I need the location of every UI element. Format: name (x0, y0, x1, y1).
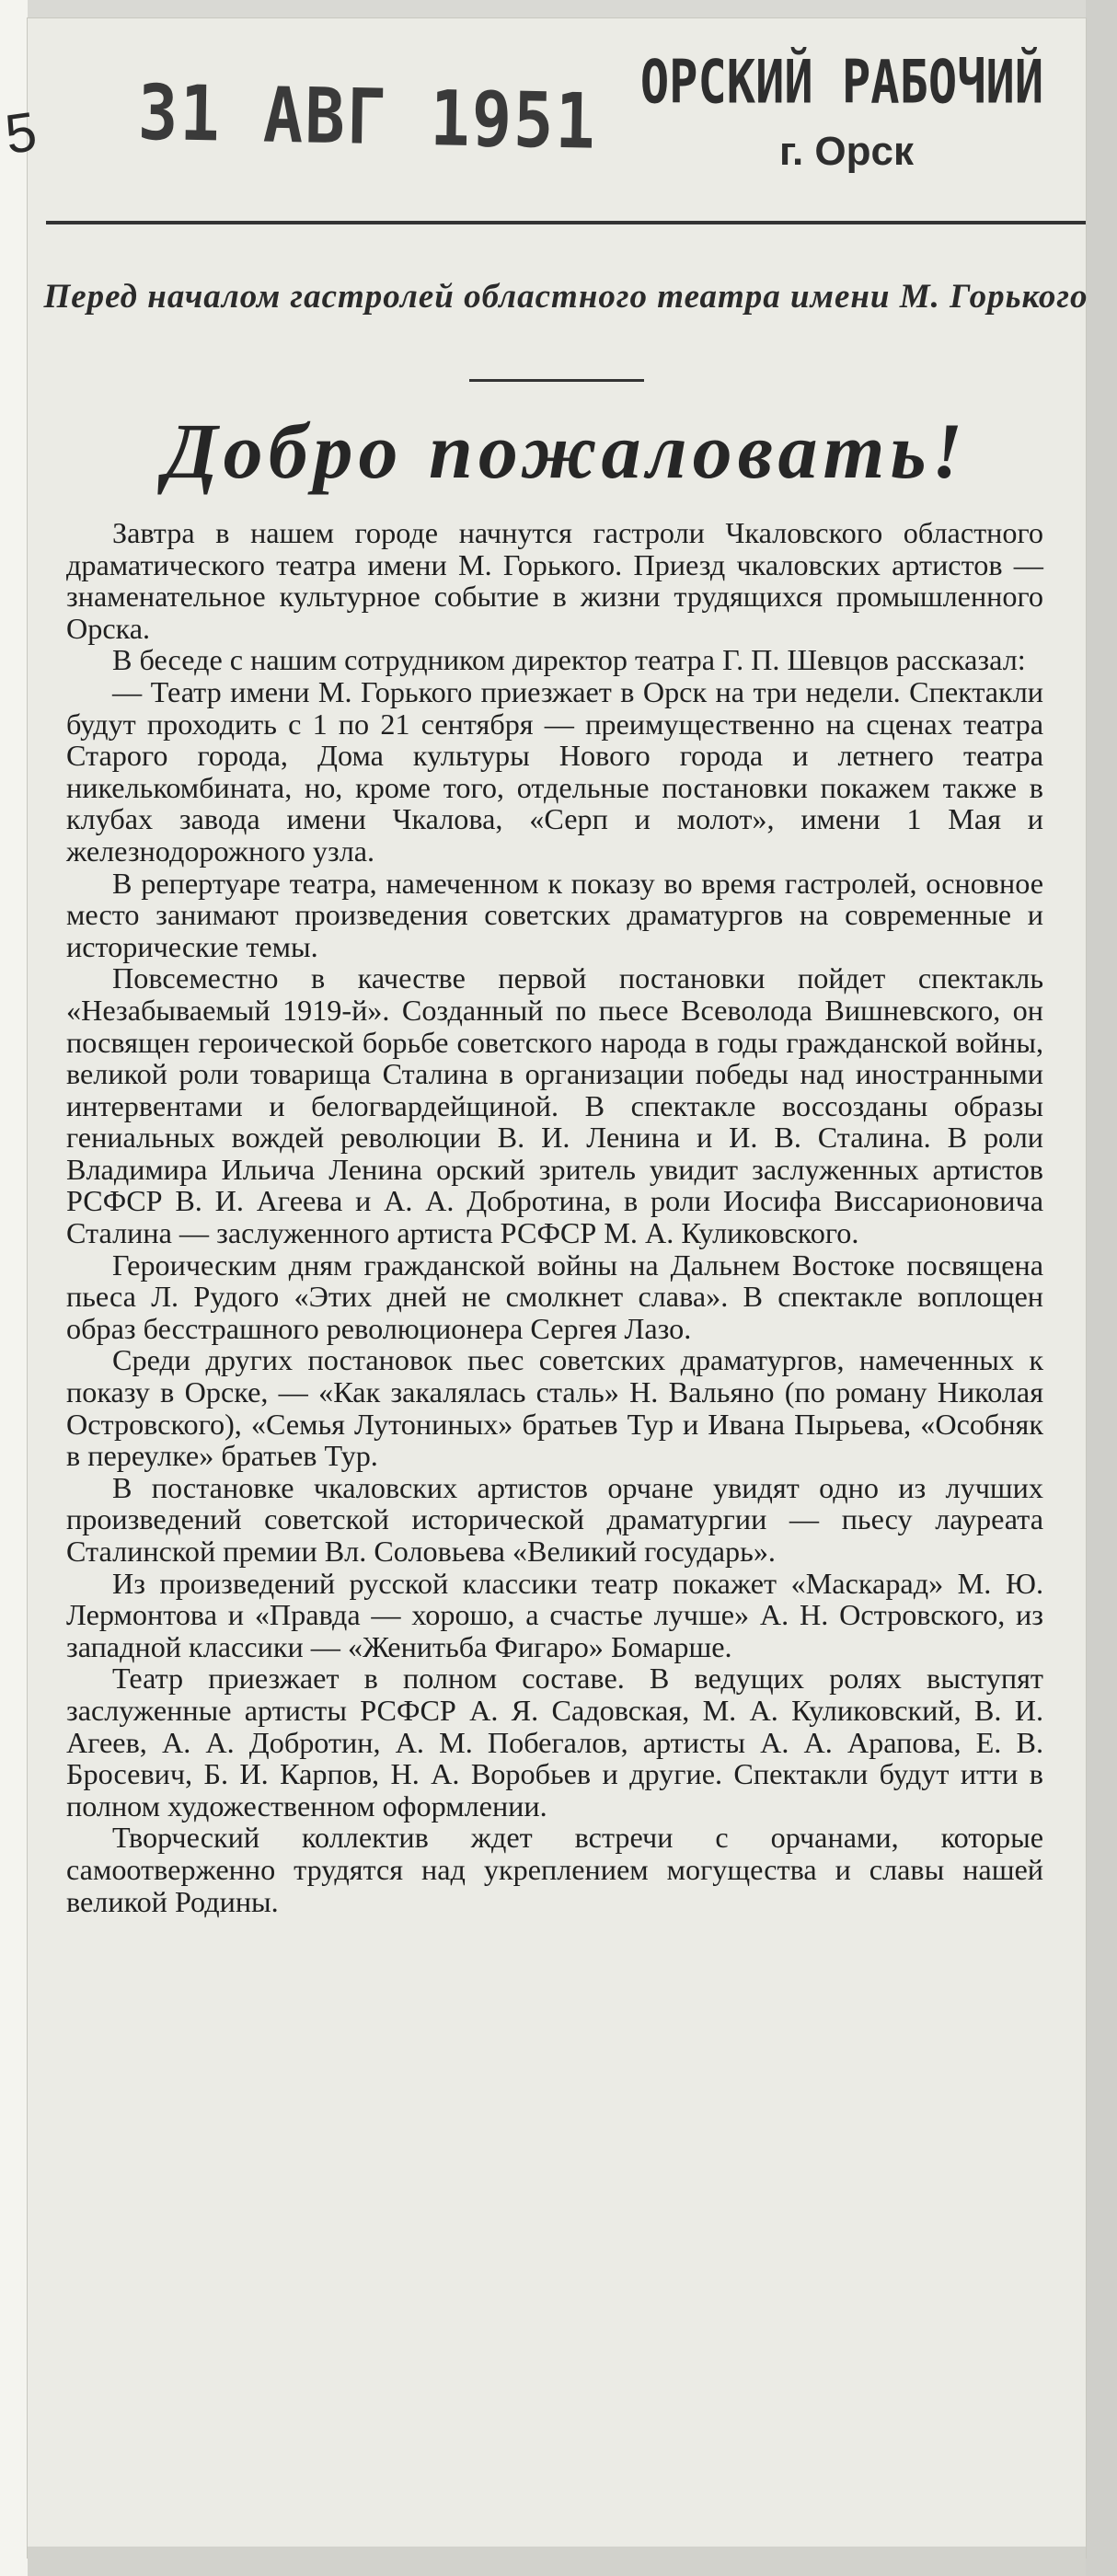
article-subheading: Перед началом гастролей областного театра имени М. Горького (43, 278, 1088, 316)
article-paragraph: Театр приезжает в полном составе. В ведущих ролях выступят заслуженные артисты РСФСР А. Я. Садовская, М. А. Куликовский, В. И. Агеев, А. А. Добротин, А. М. Побегалов, артисты А. А. Арапова, Е. В. Бросевич, Б. И. Карпов, Н. А. Воробьев и другие. Спектакли будут итти в полном художественном оформлении. (66, 1662, 1043, 1823)
article-paragraph: — Театр имени М. Горького приезжает в Орск на три недели. Спектакли будут проходить с 1 по 21 сентября — преимущественно на сценах театра Старого города, Дома культуры Нового города и летнего театра никелькомбината, но, кроме того, отдельные постановки покажем также в клубах завода имени Чкалова, «Серп и молот», имени 1 Мая и железнодорожного узла. (66, 674, 1043, 868)
article-paragraph: Героическим дням гражданской войны на Дальнем Востоке посвящена пьеса Л. Рудого «Этих дней не смолкнет слава». В спектакле воплощен образ бесстрашного революционера Сергея Лазо. (66, 1248, 1043, 1345)
article-body (66, 517, 1043, 1917)
header-divider (46, 221, 1086, 224)
handwritten-corner-mark: 5 (1, 100, 40, 166)
article-paragraph: Среди других постановок пьес советских драматургов, намеченных к показу в Орске, — «Как закалялась сталь» Н. Вальяно (по роману Николая Островского), «Семья Лутониных» братьев Тур и Ивана Пырьева, «Особняк в переулке» братьев Тур. (66, 1343, 1043, 1473)
stamp-city: г. Орск (779, 129, 914, 174)
article-paragraph: Повсеместно в качестве первой постановки пойдет спектакль «Незабываемый 1919-й». Созданный по пьесе Всеволода Вишневского, он посвящен героической борьбе советского народа в годы гражданской войны, великой роли товарища Сталина в организации победы над иностранными интервентами и белогвардейщиной. В спектакле воссозданы образы гениальных вождей революции В. И. Ленина и И. В. Сталина. В роли Владимира Ильича Ленина орский зритель увидит заслуженных артистов РСФСР В. И. Агеева и А. А. Добротина, в роли Иосифа Виссарионовича Сталина — заслуженного артиста РСФСР М. А. Куликовского. (66, 961, 1043, 1250)
stamp-newspaper-name: ОРСКИЙ РАБОЧИЙ (639, 48, 1044, 118)
article-paragraph: В репертуаре театра, намеченном к показу во время гастролей, основное место занимают произведения советских драматургов на современные и исторические темы. (66, 866, 1043, 963)
scan-right-margin (1086, 0, 1117, 2576)
scan-left-margin (0, 0, 28, 2576)
subheading-divider (469, 379, 644, 382)
stamp-date: 31 АВГ 1951 (137, 67, 598, 167)
article-headline: Добро пожаловать! (163, 407, 969, 495)
article-paragraph: Творческий коллектив ждет встречи с орчанами, которые самоотверженно трудятся над укреплением могущества и славы нашей великой Родины. (66, 1821, 1043, 1918)
article-paragraph: Из произведений русской классики театр покажет «Маскарад» М. Ю. Лермонтова и «Правда — хорошо, а счастье лучше» А. Н. Островского, из западной классики — «Женитьба Фигаро» Бомарше. (66, 1566, 1043, 1663)
article-paragraph: В постановке чкаловских артистов орчане увидят одно из лучших произведений советской исторической драматургии — пьесу лауреата Сталинской премии Вл. Соловьева «Великий государь». (66, 1470, 1043, 1568)
article-paragraph: В беседе с нашим сотрудником директор театра Г. П. Шевцов рассказал: (112, 643, 1026, 677)
scan-bottom-edge (28, 2547, 1086, 2576)
article-paragraph: Завтра в нашем городе начнутся гастроли Чкаловского областного драматического театра имени М. Горького. Приезд чкаловских артистов — знаменательное культурное событие в жизни трудящихся промышленного Орска. (66, 516, 1043, 645)
